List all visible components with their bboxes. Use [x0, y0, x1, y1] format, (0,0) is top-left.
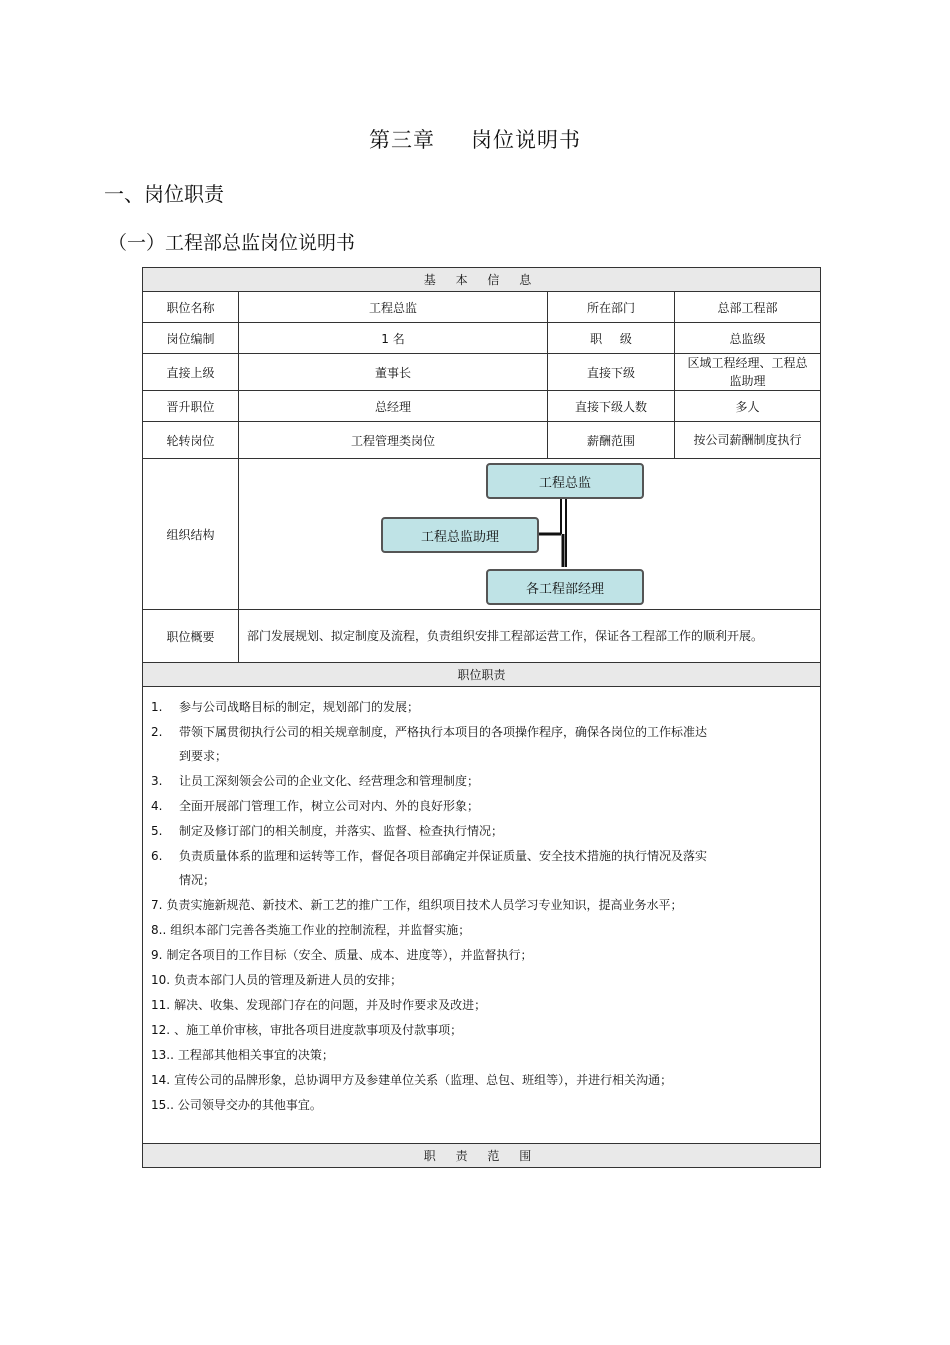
rotation-value: 工程管理类岗位 [239, 422, 548, 459]
section-heading-2: （一）工程部总监岗位说明书 [108, 232, 356, 254]
duty-number: 8.. [151, 923, 167, 937]
duty-text-continuation: 情况； [179, 873, 216, 887]
org-node-managers: 各工程部经理 [486, 569, 644, 605]
duties-header-row [143, 663, 821, 687]
duty-item [151, 848, 812, 889]
org-structure-row [143, 459, 821, 610]
duty-number: 3. [151, 774, 163, 788]
duty-item [151, 823, 812, 840]
duty-text-main: 解决、收集、发现部门存在的问题，并及时作要求及改进； [174, 998, 487, 1012]
duty-number: 2. [151, 725, 163, 739]
chapter-name: 岗位说明书 [471, 128, 581, 152]
org-chart [239, 459, 819, 609]
duty-text [174, 1072, 812, 1089]
duty-text [179, 699, 812, 716]
duty-number: 10. [151, 973, 171, 987]
duty-number: 11. [151, 998, 171, 1012]
duties-header: 职位职责 [143, 663, 821, 687]
duty-number: 15.. [151, 1098, 174, 1112]
duty-text-main: 负责质量体系的监理和运转等工作，督促各项目部确定并保证质量、安全技术措施的执行情况及落实 [179, 849, 708, 863]
duty-text [166, 947, 812, 964]
duty-text [179, 773, 812, 790]
duty-text [170, 922, 812, 939]
duty-item [151, 922, 812, 939]
duty-text-main: 全面开展部门管理工作，树立公司对内、外的良好形象； [179, 799, 480, 813]
salary-value: 按公司薪酬制度执行 [675, 422, 821, 459]
duty-number: 9. [151, 948, 163, 962]
table-row [143, 323, 821, 354]
duty-item [151, 947, 812, 964]
chapter-title [0, 124, 950, 154]
chapter-label: 第三章 [369, 128, 435, 152]
job-description-table [142, 267, 821, 1168]
grade-label: 职 级 [548, 323, 675, 354]
duty-item [151, 1022, 812, 1039]
subordinate-count-value: 多人 [675, 391, 821, 422]
duty-text [179, 798, 812, 815]
salary-label: 薪酬范围 [548, 422, 675, 459]
table-row [143, 391, 821, 422]
duty-text-main: 带领下属贯彻执行公司的相关规章制度，严格执行本项目的各项操作程序，确保各岗位的工作标准达 [179, 725, 708, 739]
duty-text [174, 1022, 812, 1039]
promotion-value: 总经理 [239, 391, 548, 422]
basic-info-header: 基 本 信 息 [143, 268, 821, 292]
duty-text-main: 参与公司战略目标的制定，规划部门的发展； [179, 700, 420, 714]
duty-text [178, 1047, 812, 1064]
subordinate-value: 区域工程经理、工程总监助理 [675, 354, 821, 391]
duty-item [151, 1097, 812, 1114]
position-name-label: 职位名称 [143, 292, 239, 323]
department-value: 总部工程部 [675, 292, 821, 323]
basic-info-header-row [143, 268, 821, 292]
duty-item [151, 897, 812, 914]
headcount-value: 1 名 [239, 323, 548, 354]
duty-text [179, 724, 812, 765]
duty-text [174, 997, 812, 1014]
duty-item [151, 1072, 812, 1089]
duty-text [166, 897, 812, 914]
duty-item [151, 699, 812, 716]
duty-text-main: 公司领导交办的其他事宜。 [177, 1098, 322, 1112]
subordinate-count-label: 直接下级人数 [548, 391, 675, 422]
duty-item [151, 798, 812, 815]
summary-value: 部门发展规划、拟定制度及流程，负责组织安排工程部运营工作，保证各工程部工作的顺利开展。 [239, 610, 821, 663]
duty-text-continuation: 到要求； [179, 749, 228, 763]
subordinate-label: 直接下级 [548, 354, 675, 391]
duty-text-main: 负责本部门人员的管理及新进人员的安排； [174, 973, 403, 987]
summary-label: 职位概要 [143, 610, 239, 663]
duty-number: 5. [151, 824, 163, 838]
duty-text-main: 、施工单价审核，审批各项目进度款事项及付款事项； [174, 1023, 463, 1037]
duty-text [179, 848, 812, 889]
duty-number: 6. [151, 849, 163, 863]
org-node-director: 工程总监 [486, 463, 644, 499]
org-node-assistant: 工程总监助理 [381, 517, 539, 553]
duty-text [179, 823, 812, 840]
duty-text-main: 制定各项目的工作目标（安全、质量、成本、进度等），并监督执行； [166, 948, 533, 962]
duty-text-main: 宣传公司的品牌形象，总协调甲方及参建单位关系（监理、总包、班组等），并进行相关沟通； [174, 1073, 673, 1087]
superior-label: 直接上级 [143, 354, 239, 391]
duties-container [151, 699, 812, 1114]
duty-text [174, 972, 812, 989]
position-name-value: 工程总监 [239, 292, 548, 323]
org-chart-cell [239, 459, 821, 610]
duty-text-main: 让员工深刻领会公司的企业文化、经营理念和管理制度； [179, 774, 480, 788]
duty-item [151, 1047, 812, 1064]
headcount-label: 岗位编制 [143, 323, 239, 354]
duty-item [151, 972, 812, 989]
duty-number: 4. [151, 799, 163, 813]
table-row [143, 354, 821, 391]
rotation-label: 轮转岗位 [143, 422, 239, 459]
duty-text [178, 1097, 812, 1114]
duty-item [151, 724, 812, 765]
department-label: 所在部门 [548, 292, 675, 323]
duty-item [151, 997, 812, 1014]
duty-text-main: 组织本部门完善各类施工作业的控制流程，并监督实施； [170, 923, 471, 937]
duty-number: 7. [151, 898, 163, 912]
duty-text-main: 制定及修订部门的相关制度，并落实、监督、检查执行情况； [179, 824, 504, 838]
duty-number: 12. [151, 1023, 171, 1037]
duty-text-main: 工程部其他相关事宜的决策； [177, 1048, 334, 1062]
duty-number: 1. [151, 700, 163, 714]
duty-number: 14. [151, 1073, 171, 1087]
superior-value: 董事长 [239, 354, 548, 391]
scope-header: 职 责 范 围 [143, 1144, 821, 1168]
table-row [143, 422, 821, 459]
scope-header-row [143, 1144, 821, 1168]
duty-text-main: 负责实施新规范、新技术、新工艺的推广工作，组织项目技术人员学习专业知识，提高业务水平； [166, 898, 683, 912]
table-row [143, 292, 821, 323]
section-heading-1: 一、岗位职责 [104, 182, 224, 206]
duties-list [143, 687, 821, 1144]
promotion-label: 晋升职位 [143, 391, 239, 422]
duty-item [151, 773, 812, 790]
duties-row [143, 687, 821, 1144]
duty-number: 13.. [151, 1048, 174, 1062]
org-structure-label: 组织结构 [143, 459, 239, 610]
grade-value: 总监级 [675, 323, 821, 354]
summary-row [143, 610, 821, 663]
